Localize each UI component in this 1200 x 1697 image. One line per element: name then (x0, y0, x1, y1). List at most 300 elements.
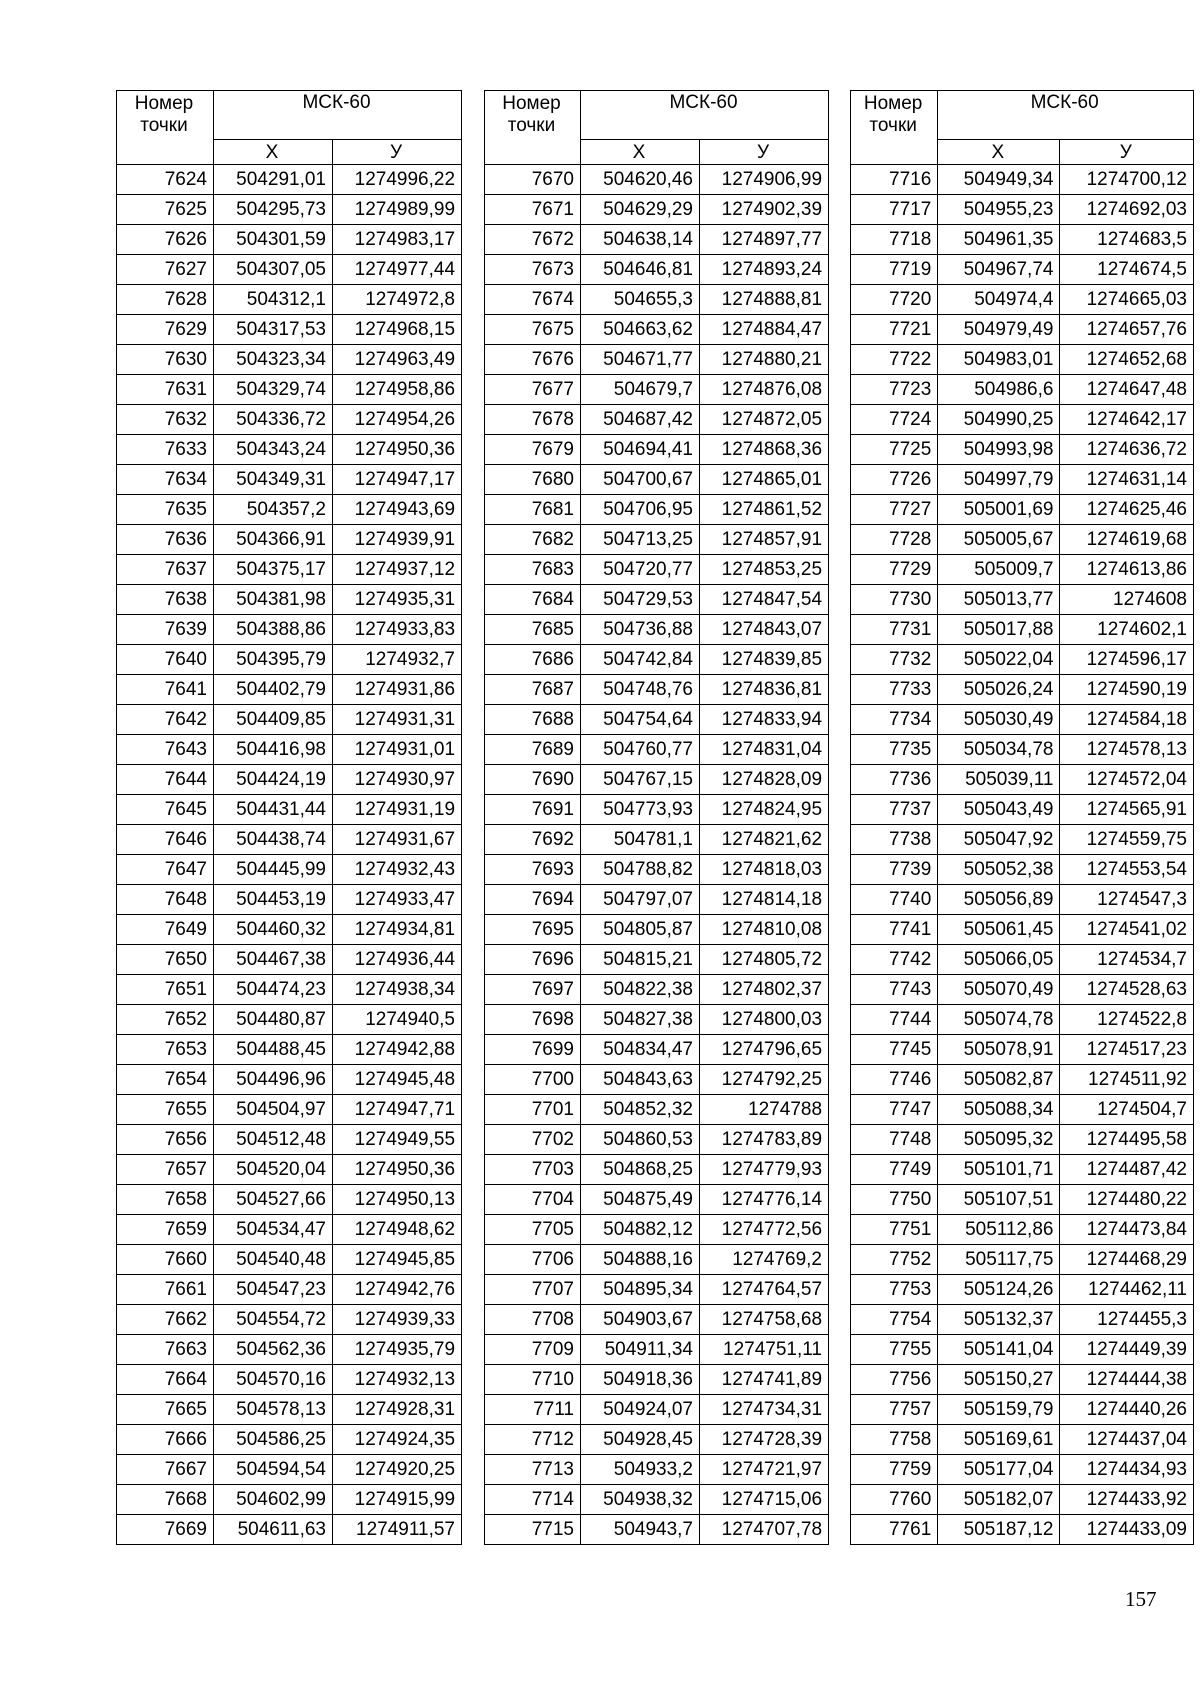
y-coordinate-cell: 1274547,3 (1060, 885, 1194, 915)
table-row (851, 465, 1194, 495)
table-row (117, 1065, 462, 1095)
x-coordinate-cell: 504928,45 (581, 1425, 700, 1455)
point-number-cell: 7736 (851, 765, 938, 795)
x-coordinate-cell: 504527,66 (214, 1185, 333, 1215)
x-coordinate-cell: 504805,87 (581, 915, 700, 945)
y-header: У (333, 140, 462, 165)
y-header: У (1060, 140, 1194, 165)
point-number-cell: 7635 (117, 495, 214, 525)
point-number-cell: 7691 (485, 795, 581, 825)
x-coordinate-cell: 504767,15 (581, 765, 700, 795)
x-coordinate-cell: 504416,98 (214, 735, 333, 765)
x-coordinate-cell: 504788,82 (581, 855, 700, 885)
y-coordinate-cell: 1274824,95 (700, 795, 829, 825)
point-number-cell: 7738 (851, 825, 938, 855)
point-number-cell: 7710 (485, 1365, 581, 1395)
point-number-cell: 7650 (117, 945, 214, 975)
table-row (485, 915, 829, 945)
y-coordinate-cell: 1274788 (700, 1095, 829, 1125)
point-number-cell: 7719 (851, 255, 938, 285)
x-header: Х (938, 140, 1060, 165)
y-coordinate-cell: 1274559,75 (1060, 825, 1194, 855)
point-number-cell: 7711 (485, 1395, 581, 1425)
point-number-cell: 7692 (485, 825, 581, 855)
x-coordinate-cell: 504882,12 (581, 1215, 700, 1245)
point-number-cell: 7729 (851, 555, 938, 585)
y-coordinate-cell: 1274522,8 (1060, 1005, 1194, 1035)
y-coordinate-cell: 1274931,01 (333, 735, 462, 765)
y-coordinate-cell: 1274805,72 (700, 945, 829, 975)
x-coordinate-cell: 504547,23 (214, 1275, 333, 1305)
table-row (117, 285, 462, 315)
point-number-cell: 7682 (485, 525, 581, 555)
point-number-cell: 7712 (485, 1425, 581, 1455)
y-coordinate-cell: 1274931,86 (333, 675, 462, 705)
y-coordinate-cell: 1274613,86 (1060, 555, 1194, 585)
point-number-cell: 7679 (485, 435, 581, 465)
x-coordinate-cell: 504554,72 (214, 1305, 333, 1335)
point-number-cell: 7732 (851, 645, 938, 675)
point-number-cell: 7731 (851, 615, 938, 645)
table-row (851, 1125, 1194, 1155)
y-coordinate-cell: 1274433,09 (1060, 1515, 1194, 1545)
table-row (117, 555, 462, 585)
point-number-cell: 7699 (485, 1035, 581, 1065)
x-coordinate-cell: 504431,44 (214, 795, 333, 825)
y-coordinate-cell: 1274945,48 (333, 1065, 462, 1095)
y-coordinate-cell: 1274861,52 (700, 495, 829, 525)
x-coordinate-cell: 505047,92 (938, 825, 1060, 855)
table-row (485, 1035, 829, 1065)
y-coordinate-cell: 1274920,25 (333, 1455, 462, 1485)
y-coordinate-cell: 1274933,47 (333, 885, 462, 915)
x-coordinate-cell: 504460,32 (214, 915, 333, 945)
y-coordinate-cell: 1274831,04 (700, 735, 829, 765)
x-coordinate-cell: 504357,2 (214, 495, 333, 525)
x-coordinate-cell: 504852,32 (581, 1095, 700, 1125)
table-row (485, 285, 829, 315)
x-coordinate-cell: 504773,93 (581, 795, 700, 825)
point-number-cell: 7655 (117, 1095, 214, 1125)
x-coordinate-cell: 504611,63 (214, 1515, 333, 1545)
x-coordinate-cell: 504694,41 (581, 435, 700, 465)
table-row (485, 1305, 829, 1335)
x-coordinate-cell: 504578,13 (214, 1395, 333, 1425)
point-number-header: Номер точки (851, 91, 938, 165)
y-coordinate-cell: 1274939,33 (333, 1305, 462, 1335)
y-coordinate-cell: 1274934,81 (333, 915, 462, 945)
x-coordinate-cell: 504679,7 (581, 375, 700, 405)
point-number-cell: 7633 (117, 435, 214, 465)
y-coordinate-cell: 1274715,06 (700, 1485, 829, 1515)
y-coordinate-cell: 1274888,81 (700, 285, 829, 315)
table-row (485, 1335, 829, 1365)
table-row (117, 735, 462, 765)
point-number-cell: 7693 (485, 855, 581, 885)
y-coordinate-cell: 1274928,31 (333, 1395, 462, 1425)
y-coordinate-cell: 1274939,91 (333, 525, 462, 555)
y-coordinate-cell: 1274487,42 (1060, 1155, 1194, 1185)
table-row (485, 1065, 829, 1095)
point-number-cell: 7700 (485, 1065, 581, 1095)
table-row (851, 225, 1194, 255)
table-row (485, 1515, 829, 1545)
table-row (117, 615, 462, 645)
x-coordinate-cell: 504663,62 (581, 315, 700, 345)
point-number-cell: 7745 (851, 1035, 938, 1065)
table-row (485, 735, 829, 765)
point-number-cell: 7654 (117, 1065, 214, 1095)
y-coordinate-cell: 1274511,92 (1060, 1065, 1194, 1095)
x-coordinate-cell: 504629,29 (581, 195, 700, 225)
table-row (117, 1275, 462, 1305)
x-coordinate-cell: 504620,46 (581, 165, 700, 195)
table-row (851, 405, 1194, 435)
point-number-cell: 7666 (117, 1425, 214, 1455)
x-coordinate-cell: 505052,38 (938, 855, 1060, 885)
table-row (117, 795, 462, 825)
x-coordinate-cell: 505088,34 (938, 1095, 1060, 1125)
page-number: 157 (1125, 1587, 1157, 1611)
x-coordinate-cell: 504312,1 (214, 285, 333, 315)
table-row (851, 675, 1194, 705)
point-number-cell: 7664 (117, 1365, 214, 1395)
x-coordinate-cell: 504903,67 (581, 1305, 700, 1335)
table-row (117, 855, 462, 885)
table-row (117, 1215, 462, 1245)
y-coordinate-cell: 1274572,04 (1060, 765, 1194, 795)
y-coordinate-cell: 1274989,99 (333, 195, 462, 225)
point-number-cell: 7751 (851, 1215, 938, 1245)
point-number-cell: 7662 (117, 1305, 214, 1335)
point-number-cell: 7684 (485, 585, 581, 615)
x-coordinate-cell: 504986,6 (938, 375, 1060, 405)
table-row (851, 1065, 1194, 1095)
table-row (851, 1365, 1194, 1395)
table-row (485, 375, 829, 405)
table-row (851, 1155, 1194, 1185)
point-number-cell: 7708 (485, 1305, 581, 1335)
table-row (117, 585, 462, 615)
y-coordinate-cell: 1274936,44 (333, 945, 462, 975)
point-number-cell: 7658 (117, 1185, 214, 1215)
y-coordinate-cell: 1274868,36 (700, 435, 829, 465)
table-row (851, 195, 1194, 225)
table-row (851, 1005, 1194, 1035)
y-coordinate-cell: 1274932,7 (333, 645, 462, 675)
y-coordinate-cell: 1274608 (1060, 585, 1194, 615)
x-coordinate-cell: 505056,89 (938, 885, 1060, 915)
point-number-cell: 7647 (117, 855, 214, 885)
x-coordinate-cell: 505034,78 (938, 735, 1060, 765)
y-coordinate-cell: 1274462,11 (1060, 1275, 1194, 1305)
point-number-cell: 7678 (485, 405, 581, 435)
y-coordinate-cell: 1274652,68 (1060, 345, 1194, 375)
point-number-cell: 7739 (851, 855, 938, 885)
x-coordinate-cell: 504655,3 (581, 285, 700, 315)
y-coordinate-cell: 1274534,7 (1060, 945, 1194, 975)
x-coordinate-cell: 504983,01 (938, 345, 1060, 375)
x-coordinate-cell: 505070,49 (938, 975, 1060, 1005)
y-coordinate-cell: 1274728,39 (700, 1425, 829, 1455)
point-number-cell: 7753 (851, 1275, 938, 1305)
y-coordinate-cell: 1274828,09 (700, 765, 829, 795)
x-coordinate-cell: 504729,53 (581, 585, 700, 615)
y-coordinate-cell: 1274796,65 (700, 1035, 829, 1065)
x-coordinate-cell: 505013,77 (938, 585, 1060, 615)
point-number-cell: 7642 (117, 705, 214, 735)
table-row (485, 225, 829, 255)
msk-header: МСК-60 (214, 91, 462, 140)
table-row (117, 465, 462, 495)
point-number-cell: 7674 (485, 285, 581, 315)
point-number-cell: 7759 (851, 1455, 938, 1485)
table-row (117, 495, 462, 525)
table-row (851, 1185, 1194, 1215)
x-coordinate-cell: 504687,42 (581, 405, 700, 435)
point-number-cell: 7737 (851, 795, 938, 825)
point-number-cell: 7733 (851, 675, 938, 705)
x-coordinate-cell: 504395,79 (214, 645, 333, 675)
y-coordinate-cell: 1274776,14 (700, 1185, 829, 1215)
y-coordinate-cell: 1274968,15 (333, 315, 462, 345)
table-row (117, 885, 462, 915)
x-coordinate-cell: 504520,04 (214, 1155, 333, 1185)
table-row (117, 1305, 462, 1335)
table-row (117, 1185, 462, 1215)
x-coordinate-cell: 504586,25 (214, 1425, 333, 1455)
table-row (485, 1215, 829, 1245)
table-row (117, 195, 462, 225)
table-row (485, 255, 829, 285)
point-number-cell: 7681 (485, 495, 581, 525)
point-number-cell: 7688 (485, 705, 581, 735)
x-coordinate-cell: 504822,38 (581, 975, 700, 1005)
point-number-cell: 7715 (485, 1515, 581, 1545)
x-coordinate-cell: 504512,48 (214, 1125, 333, 1155)
point-number-cell: 7628 (117, 285, 214, 315)
x-coordinate-cell: 504875,49 (581, 1185, 700, 1215)
point-number-cell: 7756 (851, 1365, 938, 1395)
table-row (117, 1395, 462, 1425)
table-row (851, 795, 1194, 825)
point-number-cell: 7686 (485, 645, 581, 675)
point-number-cell: 7697 (485, 975, 581, 1005)
y-coordinate-cell: 1274843,07 (700, 615, 829, 645)
x-coordinate-cell: 504797,07 (581, 885, 700, 915)
y-coordinate-cell: 1274473,84 (1060, 1215, 1194, 1245)
table-row (851, 435, 1194, 465)
y-coordinate-cell: 1274596,17 (1060, 645, 1194, 675)
table-row (485, 495, 829, 525)
x-coordinate-cell: 504329,74 (214, 375, 333, 405)
y-coordinate-cell: 1274541,02 (1060, 915, 1194, 945)
y-coordinate-cell: 1274935,79 (333, 1335, 462, 1365)
x-coordinate-cell: 504713,25 (581, 525, 700, 555)
y-coordinate-cell: 1274772,56 (700, 1215, 829, 1245)
table-row (117, 765, 462, 795)
x-coordinate-cell: 504706,95 (581, 495, 700, 525)
table-row (117, 1365, 462, 1395)
table-row (117, 675, 462, 705)
x-coordinate-cell: 505030,49 (938, 705, 1060, 735)
x-coordinate-cell: 504307,05 (214, 255, 333, 285)
y-coordinate-cell: 1274707,78 (700, 1515, 829, 1545)
y-coordinate-cell: 1274565,91 (1060, 795, 1194, 825)
table-row (485, 435, 829, 465)
y-coordinate-cell: 1274884,47 (700, 315, 829, 345)
table-row (851, 495, 1194, 525)
y-coordinate-cell: 1274440,26 (1060, 1395, 1194, 1425)
table-row (851, 825, 1194, 855)
table-row (851, 165, 1194, 195)
table-row (485, 405, 829, 435)
y-coordinate-cell: 1274876,08 (700, 375, 829, 405)
point-number-cell: 7687 (485, 675, 581, 705)
table-row (851, 1095, 1194, 1125)
x-coordinate-cell: 505150,27 (938, 1365, 1060, 1395)
point-number-cell: 7716 (851, 165, 938, 195)
table-row (485, 1125, 829, 1155)
x-coordinate-cell: 504993,98 (938, 435, 1060, 465)
x-coordinate-cell: 504388,86 (214, 615, 333, 645)
x-coordinate-cell: 504488,45 (214, 1035, 333, 1065)
point-number-cell: 7741 (851, 915, 938, 945)
x-coordinate-cell: 504815,21 (581, 945, 700, 975)
point-number-cell: 7630 (117, 345, 214, 375)
table-row (485, 1275, 829, 1305)
point-number-cell: 7734 (851, 705, 938, 735)
table-row (485, 1155, 829, 1185)
table-row (851, 1395, 1194, 1425)
table-row (485, 885, 829, 915)
x-coordinate-cell: 505169,61 (938, 1425, 1060, 1455)
table-row (851, 765, 1194, 795)
y-coordinate-cell: 1274444,38 (1060, 1365, 1194, 1395)
table-row (117, 645, 462, 675)
y-coordinate-cell: 1274741,89 (700, 1365, 829, 1395)
table-row (485, 1455, 829, 1485)
y-coordinate-cell: 1274721,97 (700, 1455, 829, 1485)
point-number-cell: 7672 (485, 225, 581, 255)
x-coordinate-cell: 504646,81 (581, 255, 700, 285)
point-number-cell: 7644 (117, 765, 214, 795)
y-coordinate-cell: 1274625,46 (1060, 495, 1194, 525)
point-number-cell: 7673 (485, 255, 581, 285)
y-coordinate-cell: 1274821,62 (700, 825, 829, 855)
table-row (851, 1305, 1194, 1335)
table-row (485, 1485, 829, 1515)
x-coordinate-cell: 505078,91 (938, 1035, 1060, 1065)
y-coordinate-cell: 1274584,18 (1060, 705, 1194, 735)
x-coordinate-cell: 504602,99 (214, 1485, 333, 1515)
y-coordinate-cell: 1274893,24 (700, 255, 829, 285)
x-coordinate-cell: 505022,04 (938, 645, 1060, 675)
point-number-cell: 7749 (851, 1155, 938, 1185)
x-coordinate-cell: 505005,67 (938, 525, 1060, 555)
y-coordinate-cell: 1274792,25 (700, 1065, 829, 1095)
table-row (117, 405, 462, 435)
table-row (485, 855, 829, 885)
point-number-cell: 7659 (117, 1215, 214, 1245)
y-coordinate-cell: 1274480,22 (1060, 1185, 1194, 1215)
table-row (851, 915, 1194, 945)
x-coordinate-cell: 504742,84 (581, 645, 700, 675)
y-coordinate-cell: 1274590,19 (1060, 675, 1194, 705)
point-number-cell: 7750 (851, 1185, 938, 1215)
point-number-cell: 7675 (485, 315, 581, 345)
table-row (851, 855, 1194, 885)
y-coordinate-cell: 1274665,03 (1060, 285, 1194, 315)
point-number-cell: 7721 (851, 315, 938, 345)
point-number-cell: 7748 (851, 1125, 938, 1155)
x-coordinate-cell: 505159,79 (938, 1395, 1060, 1425)
point-number-cell: 7690 (485, 765, 581, 795)
x-coordinate-cell: 504748,76 (581, 675, 700, 705)
table-row (851, 615, 1194, 645)
y-coordinate-cell: 1274751,11 (700, 1335, 829, 1365)
y-coordinate-cell: 1274692,03 (1060, 195, 1194, 225)
point-number-cell: 7656 (117, 1125, 214, 1155)
y-coordinate-cell: 1274853,25 (700, 555, 829, 585)
x-coordinate-cell: 505112,86 (938, 1215, 1060, 1245)
y-coordinate-cell: 1274818,03 (700, 855, 829, 885)
table-row (485, 615, 829, 645)
point-number-cell: 7631 (117, 375, 214, 405)
table-row (485, 1425, 829, 1455)
x-coordinate-cell: 504291,01 (214, 165, 333, 195)
table-row (485, 465, 829, 495)
x-coordinate-cell: 504445,99 (214, 855, 333, 885)
x-coordinate-cell: 505043,49 (938, 795, 1060, 825)
x-coordinate-cell: 505124,26 (938, 1275, 1060, 1305)
point-number-cell: 7651 (117, 975, 214, 1005)
point-number-cell: 7717 (851, 195, 938, 225)
x-coordinate-cell: 504949,34 (938, 165, 1060, 195)
x-coordinate-cell: 504366,91 (214, 525, 333, 555)
table-row (117, 825, 462, 855)
y-coordinate-cell: 1274764,57 (700, 1275, 829, 1305)
table-row (485, 705, 829, 735)
table-row (117, 1485, 462, 1515)
point-number-cell: 7740 (851, 885, 938, 915)
table-row (851, 735, 1194, 765)
x-coordinate-cell: 504424,19 (214, 765, 333, 795)
coordinate-table-1 (116, 90, 462, 1545)
y-coordinate-cell: 1274911,57 (333, 1515, 462, 1545)
table-row (117, 225, 462, 255)
point-number-cell: 7752 (851, 1245, 938, 1275)
y-coordinate-cell: 1274943,69 (333, 495, 462, 525)
point-number-cell: 7652 (117, 1005, 214, 1035)
point-number-cell: 7667 (117, 1455, 214, 1485)
x-coordinate-cell: 504638,14 (581, 225, 700, 255)
y-coordinate-cell: 1274945,85 (333, 1245, 462, 1275)
y-coordinate-cell: 1274950,13 (333, 1185, 462, 1215)
table-row (117, 945, 462, 975)
table-row (851, 1245, 1194, 1275)
y-coordinate-cell: 1274950,36 (333, 1155, 462, 1185)
table-row (851, 315, 1194, 345)
table-row (117, 705, 462, 735)
x-coordinate-cell: 505074,78 (938, 1005, 1060, 1035)
x-coordinate-cell: 504438,74 (214, 825, 333, 855)
table-row (117, 255, 462, 285)
table-row (117, 375, 462, 405)
table-row (117, 1335, 462, 1365)
x-coordinate-cell: 504943,7 (581, 1515, 700, 1545)
y-coordinate-cell: 1274949,55 (333, 1125, 462, 1155)
